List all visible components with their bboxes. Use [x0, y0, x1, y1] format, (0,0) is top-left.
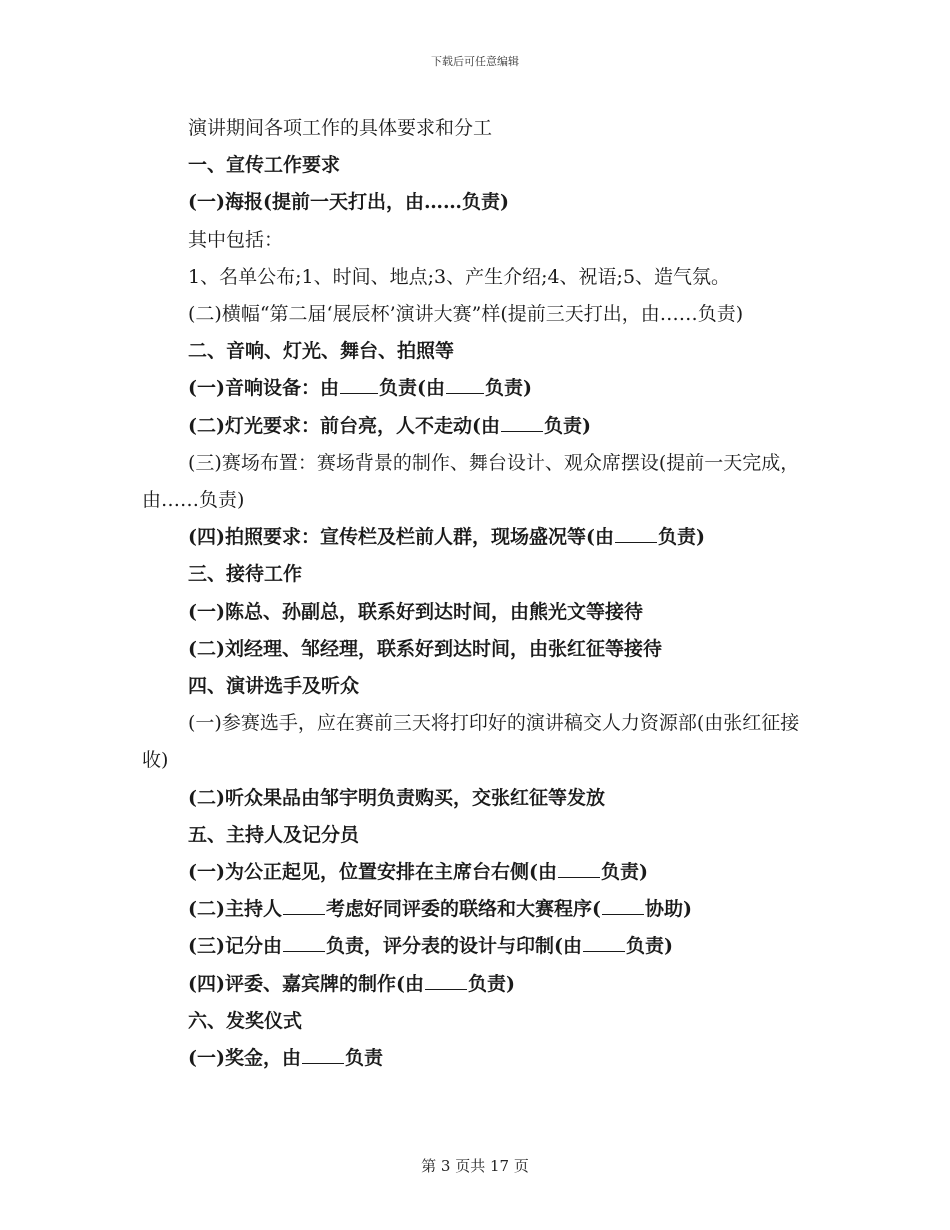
text-part: 负责): [467, 972, 515, 995]
blank-line: [583, 933, 625, 952]
page-header: 下载后可任意编辑: [431, 55, 519, 68]
section-heading: 二、音响、灯光、舞台、拍照等: [188, 340, 455, 363]
blank-line: [446, 375, 484, 394]
list-item: [142, 966, 808, 1003]
text-part: (二)主持人: [188, 898, 282, 921]
blank-line: [558, 859, 600, 878]
text-part: 负责，评分表的设计与印制(由: [325, 935, 582, 958]
blank-line: [425, 971, 467, 990]
blank-line: [602, 896, 644, 915]
blank-line: [615, 524, 657, 543]
text-part: (三)记分由: [188, 935, 282, 958]
text-part: 负责): [484, 377, 532, 400]
section-heading: 三、接待工作: [188, 563, 303, 586]
paragraph: 其中包括：: [188, 228, 284, 251]
paragraph: (三)赛场布置：赛场背景的制作、舞台设计、观众席摆设(提前一天完成，由……负责): [142, 451, 800, 512]
text-part: 负责(由: [378, 377, 445, 400]
text-part: 负责): [543, 414, 591, 437]
document-title: 演讲期间各项工作的具体要求和分工: [188, 117, 493, 139]
section-heading: 六、发奖仪式: [188, 1009, 303, 1032]
list-item: (二)听众果品由邹宇明负责购买，交张红征等发放: [188, 786, 605, 809]
list-item: (一)海报(提前一天打出，由……负责): [188, 191, 509, 214]
list-item: (一)陈总、孙副总，联系好到达时间，由熊光文等接待: [188, 600, 643, 623]
blank-line: [283, 896, 325, 915]
section-heading: 四、演讲选手及听众: [188, 675, 360, 698]
text-part: (一)音响设备：由: [188, 377, 339, 400]
blank-line: [340, 375, 378, 394]
text-part: (二)灯光要求：前台亮，人不走动(由: [188, 414, 500, 437]
text-part: 负责): [600, 861, 648, 884]
list-item: [142, 928, 808, 965]
page-footer: 第 3 页共 17 页: [421, 1157, 529, 1175]
text-part: 协助): [644, 898, 692, 921]
list-item: [142, 519, 808, 556]
list-item: [142, 854, 808, 891]
paragraph: (一)参赛选手，应在赛前三天将打印好的演讲稿交人力资源部(由张红征接收): [142, 712, 800, 772]
text-part: (一)奖金，由: [188, 1047, 301, 1070]
text-part: 考虑好同评委的联络和大赛程序(: [325, 898, 601, 921]
paragraph: (二)横幅“第二届‘展辰杯’演讲大赛”样(提前三天打出，由……负责): [188, 303, 744, 326]
list-item: [142, 370, 808, 407]
text-part: (一)为公正起见，位置安排在主席台右侧(由: [188, 861, 557, 884]
list-item: [142, 891, 808, 928]
blank-line: [302, 1045, 344, 1064]
text-part: (四)评委、嘉宾牌的制作(由: [188, 972, 424, 995]
blank-line: [501, 413, 543, 432]
list-item: (二)刘经理、邹经理，联系好到达时间，由张红征等接待: [188, 637, 662, 660]
section-heading: 五、主持人及记分员: [188, 823, 360, 846]
list-item: [142, 1040, 808, 1077]
text-part: 负责): [625, 935, 673, 958]
text-part: 负责: [344, 1047, 383, 1070]
paragraph: 1、名单公布;1、时间、地点;3、产生介绍;4、祝语;5、造气氛。: [188, 265, 731, 288]
list-item: [142, 408, 808, 445]
text-part: 负责): [657, 526, 705, 549]
document-body: [142, 110, 808, 1077]
blank-line: [283, 933, 325, 952]
section-heading: 一、宣传工作要求: [188, 154, 341, 177]
text-part: (四)拍照要求：宣传栏及栏前人群，现场盛况等(由: [188, 526, 614, 549]
